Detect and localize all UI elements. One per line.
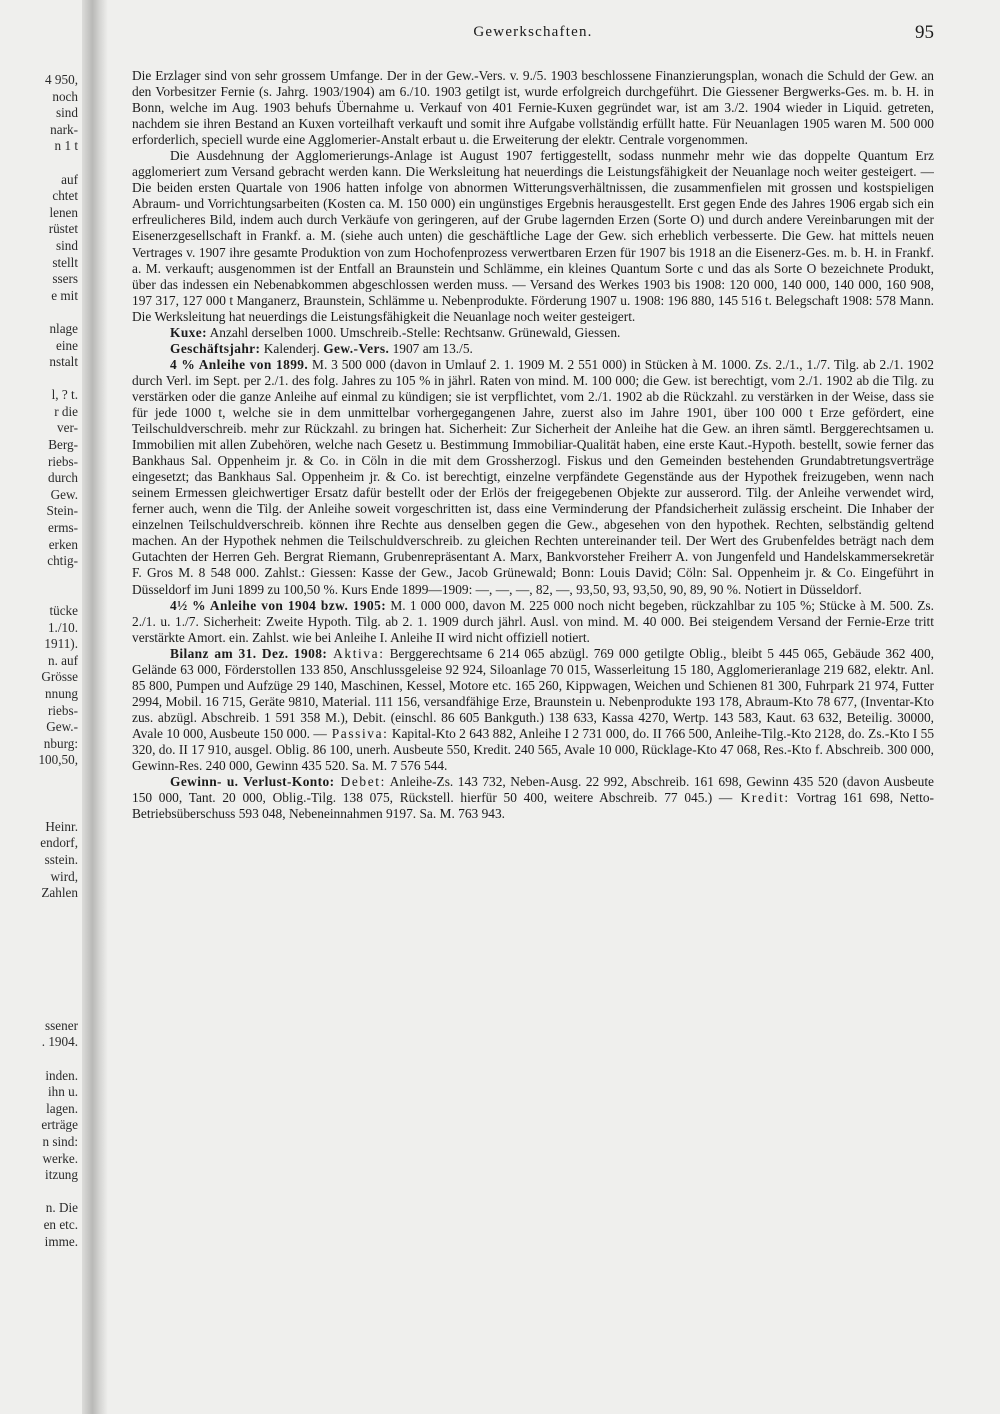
- margin-fragment: [0, 1001, 78, 1018]
- margin-fragment: Grösse: [41, 669, 78, 685]
- margin-fragment: 1./10.: [47, 619, 78, 635]
- gew-vers-label: Gew.-Vers.: [323, 340, 390, 356]
- margin-fragment: inden.: [45, 1067, 78, 1083]
- margin-fragment: erms-: [47, 520, 78, 536]
- margin-fragment: sind: [56, 105, 78, 121]
- kredit-text: Vortrag 161 698, Netto-Betriebsüberschuss 593 048, Nebeneinnahmen 9197. Sa. M. 763 943.: [132, 790, 934, 822]
- margin-fragment: 100,50,: [38, 752, 78, 768]
- margin-fragment: ver-: [57, 420, 78, 436]
- margin-fragment: [0, 1184, 78, 1201]
- margin-fragment: tücke: [49, 603, 78, 618]
- margin-fragment: [0, 985, 78, 1002]
- bilanz-label: Bilanz am 31. Dez. 1908:: [170, 645, 328, 661]
- paragraph-erzlager: Die Erzlager sind von sehr grossem Umfange. Der in der Gew.-Vers. v. 9./5. 1903 beschlossene Finanzierungsplan, wonach die Schuld der Gew. an den Vorbesitzer Fernie (s. Jahrg. 1903/1904) am 6./10. 1903 getilgt ist, wurde erfolgreich durchgeführt. Die Giessener Bergwerks-Ges. m. b. H. in Bonn, welche im Aug. 1903 behufs Übernahme u. Verkauf von 401 Fernie-Kuxen gegründet war, ist am 3./2. 1904 wieder in Liquid. getreten, nachdem sie ihren Bestand an Kuxen vorteilhaft verkauft und somit ihre Aufgabe vollständig erfüllt hatte. Für Neuanlagen 1905 waren M. 500 000 erforderlich, speciell wurde eine Agglomerier-Anstalt erbaut u. die Erweiterung der elektr. Centrale vorgenommen.: [132, 68, 934, 148]
- margin-fragment: ssers: [52, 271, 78, 287]
- margin-fragment: chtig-: [47, 553, 78, 569]
- margin-fragment: lenen: [49, 204, 78, 220]
- margin-fragment: ssener: [45, 1017, 78, 1033]
- margin-fragment: Gew.: [50, 486, 78, 502]
- kuxe-label: Kuxe:: [170, 324, 207, 340]
- passiva-label: Passiva:: [326, 725, 389, 741]
- margin-fragment: werke.: [42, 1150, 78, 1166]
- margin-fragment: sstein.: [44, 851, 78, 867]
- margin-fragment: [0, 968, 78, 985]
- margin-fragment: wird,: [50, 868, 78, 884]
- margin-fragment: [0, 802, 78, 819]
- passiva-text: Kapital-Kto 2 643 882, Anleihe I 2 731 000, do. II 766 500, Anleihe-Tilg.-Kto 2128, do. Zs.-Kto I 55 320, do. II 17 910, ausgel. Oblig. 86 100, unerh. Ausbeute 550, Kredit. 240 565, Avale 10 000, Rücklage-Kto 47 068, Res.-Kto f. Abschreib. 300 000, Gewinn-Res. 240 000, Gewinn 435 520. Sa. M. 7 576 544.: [132, 725, 934, 774]
- margin-fragment: stellt: [52, 254, 78, 270]
- margin-fragment: . 1904.: [41, 1034, 78, 1050]
- paragraph-geschaeftsjahr: [132, 341, 934, 357]
- margin-fragment: auf: [61, 171, 78, 187]
- margin-fragment: Zahlen: [41, 885, 78, 901]
- margin-fragment: [0, 935, 78, 952]
- anleihe-1904-text: M. 1 000 000, davon M. 225 000 noch nicht begeben, rückzahlbar zu 105 %; Stücke à M. 500. Zs. 2./1. u. 1./7. Sicherheit: Zweite Hypoth. Tilg. ab 2. 1. 1909 durch jährl. Ausl. von mind. M. 40 000. Bei steigendem Versand der Fernie-Erze tritt verstärkte Amort. ein. Zahlst. wie bei Anleihe I. Anleihe II wird nicht offiziell notiert.: [132, 597, 934, 645]
- margin-fragment: Stein-: [46, 503, 78, 519]
- aktiva-label: Aktiva:: [327, 645, 385, 661]
- margin-fragment: l, ? t.: [51, 387, 78, 403]
- margin-fragment: Heinr.: [45, 818, 78, 834]
- margin-fragment: [0, 769, 78, 786]
- gewinn-verlust-label: Gewinn- u. Verlust-Konto:: [170, 774, 335, 790]
- gew-vers-text: 1907 am 13./5.: [389, 340, 473, 356]
- margin-fragment: nburg:: [43, 735, 78, 751]
- margin-fragment: [0, 304, 78, 321]
- margin-fragment: erken: [48, 536, 78, 552]
- margin-fragment: n 1 t: [54, 138, 78, 154]
- geschaeftsjahr-label: Geschäftsjahr:: [170, 340, 261, 356]
- margin-fragment: ihn u.: [47, 1084, 78, 1100]
- margin-fragment: lagen.: [46, 1100, 78, 1116]
- margin-fragment: n sind:: [42, 1134, 78, 1149]
- margin-fragment: [0, 951, 78, 968]
- running-head: Gewerkschaften.: [473, 24, 593, 40]
- margin-fragment: [0, 918, 78, 935]
- margin-fragment: 1911).: [44, 636, 78, 652]
- margin-fragment: [0, 371, 78, 388]
- paragraph-anleihe-1899: [132, 357, 934, 598]
- margin-fragment: riebs-: [47, 702, 78, 718]
- debet-label: Debet:: [334, 774, 386, 790]
- margin-fragment: [0, 586, 78, 603]
- kredit-label: Kredit:: [732, 790, 790, 806]
- geschaeftsjahr-text: Kalenderj.: [260, 340, 324, 356]
- margin-fragment: imme.: [44, 1233, 78, 1249]
- margin-fragment: endorf,: [40, 835, 78, 851]
- paragraph-kuxe: [132, 325, 934, 341]
- page-gutter-shadow: [82, 0, 108, 1414]
- margin-fragment: noch: [52, 88, 78, 104]
- page-header: [132, 22, 934, 46]
- margin-fragment: erträge: [41, 1117, 78, 1133]
- margin-fragment: en etc.: [43, 1216, 78, 1232]
- margin-fragment: [0, 786, 78, 803]
- margin-fragment: itzung: [45, 1167, 78, 1183]
- margin-fragment: nlage: [49, 320, 78, 336]
- margin-fragment: n. auf: [47, 652, 78, 668]
- margin-fragment: n. Die: [45, 1200, 78, 1216]
- margin-fragment: [0, 570, 78, 587]
- margin-fragment: [0, 902, 78, 919]
- aktiva-text: Berggerechtsame 6 214 065 abzügl. 769 000 getilgte Oblig., bleibt 5 445 065, Gebäude 362 400, Gelände 63 000, Förderstollen 133 850, Anschlussgeleise 92 924, Siloanlage 70 015, Wasserleitung 15 180, Agglomerieranlage 219 682, elektr. Anl. 85 800, Pumpen und Aufzüge 29 140, Maschinen, Kessel, Motore etc. 165 260, Kippwagen, Weichen und Schienen 81 300, Fuhrpark 21 974, Futter 2994, Mobil. 16 715, Geräte 9810, Material. 111 156, versandfähige Erze, Braunstein u. Nebenprodukte 193 178, Abraum-Kto 78 677, (Inventar-Kto zus. abzügl. Abschreib. 1 591 358 M.), Debit. (einschl. 86 605 Bankguth.) 138 633, Kassa 4270, Wertp. 143 583, Kaut. 63 632, Beteilig. 30000, Avale 10 000, Ausbeute 150 000. —: [132, 645, 934, 741]
- anleihe-1899-label: 4 % Anleihe von 1899.: [170, 356, 309, 372]
- kuxe-text: Anzahl derselben 1000. Umschreib.-Stelle: Rechtsanw. Grünewald, Giessen.: [206, 324, 621, 340]
- paragraph-gewinn-verlust: [132, 774, 934, 822]
- margin-fragment: Gew.-: [46, 719, 78, 735]
- margin-fragment: [0, 1051, 78, 1068]
- margin-fragment: sind: [56, 237, 78, 253]
- margin-fragment: [0, 155, 78, 172]
- margin-fragment: riebs-: [47, 453, 78, 469]
- paragraph-bilanz: [132, 646, 934, 774]
- margin-fragment: 4 950,: [45, 72, 78, 87]
- margin-fragment: Berg-: [48, 437, 78, 453]
- margin-fragment: nstalt: [49, 354, 78, 370]
- margin-fragment: chtet: [52, 188, 78, 204]
- paragraph-agglomerierung: Die Ausdehnung der Agglomerierungs-Anlage ist August 1907 fertiggestellt, sodass nunmehr mehr wie das doppelte Quantum Erz agglomeriert zum Versand gebracht werden kann. Die Werksleitung hat neuerdings die Leistungsfähigkeit der Neuanlage noch weiter gesteigert. — Die beiden ersten Quartale von 1906 hatten infolge von abnormen Witterungsverhältnissen, die zusammenfielen mit grossen und kostspieligen Abraum- und Vorrichtungsarbeiten (Kosten ca. M. 150 000) ein ungünstiges Ergebnis herausgestellt. Erst gegen Ende des Jahres 1906 ergab sich ein erfreulicheres Bild, indem auch durch Verkäufe von geringeren, auf der Grube lagernden Erzen (Sorte O) und durch andere Vereinbarungen mit der Eisenerzgesellschaft in Frankf. a. M. (siehe auch unten) die geschäftliche Lage der Gew. sich erheblich verbesserte. Die Gew. hat mittels neuen Vertrages v. 1907 ihre gesamte Produktion von zum Hochofenprozess verwertbaren Erzen für 1907 bis 1918 an die Eisenerz-Ges. m. b. H. in Frankf. a. M. verkauft; ausgenommen ist der Entfall an Braunstein und Schlämme, ein kleines Quantum Sorte c und das als Sorte O bezeichnete Produkt, über das indessen ein Nebenabkommen abgeschlossen werden muss. — Versand des Werkes 1903 bis 1908: 120 000, 140 000, 140 000, 160 908, 197 317, 127 000 t Manganerz, Braunstein, Schlämme u. Nebenprodukte. Förderung 1907 u. 1908: 196 880, 145 516 t. Belegschaft 1908: 578 Mann. Die Werksleitung hat neuerdings die Leistungsfähigkeit die Neuanlage noch weiter gesteigert.: [132, 148, 934, 324]
- margin-fragment: durch: [47, 470, 78, 486]
- margin-fragment: eine: [56, 337, 78, 353]
- margin-fragment: e mit: [51, 287, 78, 303]
- page-number: 95: [915, 22, 934, 43]
- margin-fragment: nnung: [45, 685, 78, 701]
- anleihe-1899-text: M. 3 500 000 (davon in Umlauf 2. 1. 1909 M. 2 551 000) in Stücken à M. 1000. Zs. 2./1., 1./7. Tilg. ab 2./1. 1902 durch Verl. im Sept. per 2./1. des folg. Jahres zu 105 % in jährl. Raten von mind. M. 100 000; die Gew. ist berechtigt, vom 2./1. 1902 ab die Tilg. zu verstärken oder die ganze Anleihe auf einmal zu kündigen; sie ist verpflichtet, vom 2./1. 1902 ab die Rückzahl. zu verstärken in der Weise, dass sie für jede 1000 t, welche sie in dem unmittelbar vorhergegangenen Jahre, zuerst also im Jahre 1901, über 100 000 t Erze gefördert, eine Teilschuldverschreib. mehr zur Rückzahl. zu bringen hat. Sicherheit: Zur Sicherheit der Anleihe hat die Gew. an ihren sämtl. Berggerechtsamen u. Immobilien mit allen Zubehören, welche nach Gesetz u. Bestimmung Immobiliar-Qualität haben, eine erste Kaut.-Hypoth. bestellt, sowie ferner das Bankhaus Sal. Oppenheim jr. & Co. in Cöln in die mit dem Grossherzogl. Fiskus und den Gemeinden bestehenden Grundabtretungsverträge eingesetzt; das Bankhaus Sal. Oppenheim jr. & Co. ist berechtigt, einzelne verpfändete Gegenstände aus der Hypothek freizugeben, wenn nach seinem Ermessen gleichwertiger Ersatz dafür bestellt oder der Erlös der freigegebenen Objekte zur ausserord. Tilg. der Anleihe verwendet wird, ferner auch, wenn die Tilg. der Anleihe soweit vorgeschritten ist, dass eine Verminderung der Pfandsicherheit zulässig erscheint. Die Inhaber der einzelnen Teilschuldverschreib. können ihre Rechte aus denselben gegen die Gew., abgesehen von den hypothek. Rechten, selbständig geltend machen. An der Hypothek nehmen die Teilschuldverschreib. zu gleichen Rechten untereinander teil. Der Wert des Grubenfeldes beträgt nach dem Gutachten der Herren Geh. Bergrat Riemann, Grubenrepräsentant A. Marx, Bankvorsteher Freiherr A. von Jungenfeld und Handelskammersekretär F. Gros M. 8 548 000. Zahlst.: Giessen: Kasse der Gew., Jacob Grünewald; Bonn: Louis David; Cöln: Sal. Oppenheim jr. & Co. Eingeführt in Düsseldorf im Juni 1899 zu 100,50 %. Kurs Ende 1899—1909: —, —, —, 82, —, 93,50, 93, 93,50, 90, 89, 90 %. Notiert in Düsseldorf.: [132, 356, 934, 597]
- margin-fragment: rüstet: [48, 221, 78, 237]
- anleihe-1904-label: 4½ % Anleihe von 1904 bzw. 1905:: [170, 597, 387, 613]
- main-text-column: [132, 68, 934, 1368]
- margin-fragment: r die: [54, 403, 78, 419]
- margin-fragment: nark-: [50, 121, 78, 137]
- left-page-margin-fragments: [0, 72, 78, 1362]
- paragraph-anleihe-1904: [132, 598, 934, 646]
- debet-text: Anleihe-Zs. 143 732, Neben-Ausg. 22 992, Abschreib. 161 698, Gewinn 435 520 (davon Ausbeute 150 000, Tant. 20 000, Oblig.-Tilg. 138 075, Rückstell. hierfür 50 400, weitere Abschreib. 77 045.) —: [132, 774, 934, 806]
